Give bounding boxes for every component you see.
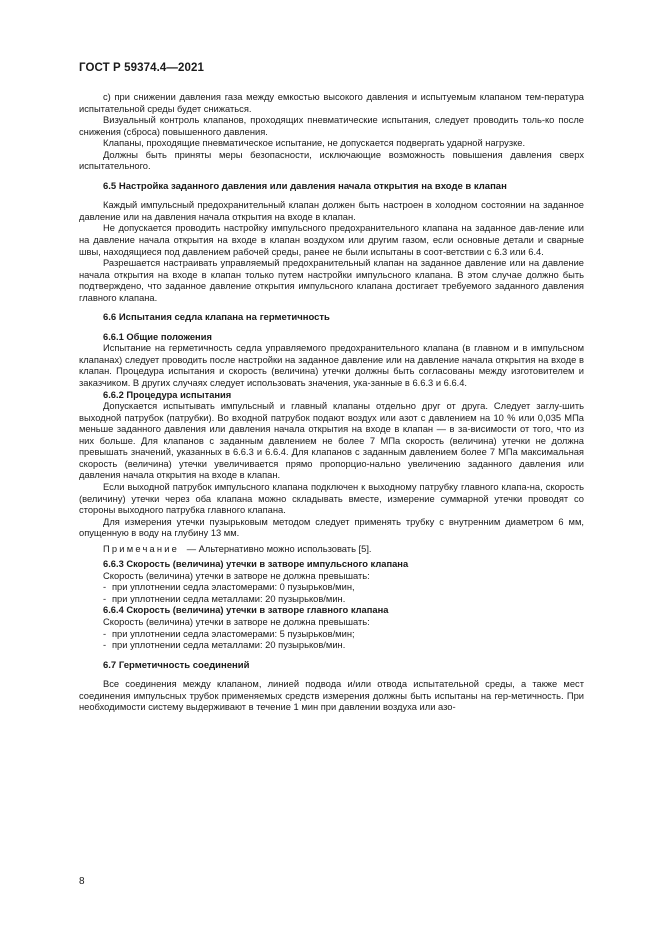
list-intro: Скорость (величина) утечки в затворе не должна превышать: [103, 616, 370, 627]
list-item: - при уплотнении седла эластомерами: 5 пузырьков/мин; [103, 628, 355, 639]
note-label: Примечание [103, 543, 180, 554]
paragraph: Испытание на герметичность седла управляемого предохранительного клапана (в главном и в импульсном клапанах) следует проводить после настройки на заданное давление или на давление начала открытия на входе в клапан. Процедура испытания и скорость (величина) утечки должны быть согласованы между изготовителем и заказчиком. В других случаях следует использовать значения, ука-занные в 6.6.3 и 6.6.4. [79, 343, 584, 389]
list-item: - при уплотнении седла металлами: 20 пузырьков/мин. [103, 593, 346, 604]
subsection-heading-6-6-4: 6.6.4 Скорость (величина) утечки в затворе главного клапана [103, 605, 389, 616]
subsection-heading-6-6-3: 6.6.3 Скорость (величина) утечки в затворе импульсного клапана [103, 559, 409, 570]
page-number: 8 [79, 876, 85, 887]
list-item: - при уплотнении седла металлами: 20 пузырьков/мин. [103, 640, 346, 651]
subsection-heading-6-6-2: 6.6.2 Процедура испытания [103, 389, 232, 400]
section-heading-6-7: 6.7 Герметичность соединений [103, 659, 250, 671]
paragraph: Все соединения между клапаном, линией подвода и/или отвода испытательной среды, а также мест соединения импульсных трубок применяемых средств измерения должны быть испытаны на гер-метичность. При необходимости систему выдерживают в течение 1 мин при давлении воздуха или азо- [79, 679, 584, 713]
list-intro: Скорость (величина) утечки в затворе не должна превышать: [103, 570, 370, 581]
paragraph: Клапаны, проходящие пневматическое испытание, не допускается подвергать ударной нагрузке. [103, 138, 526, 149]
subsection-heading-6-6-1: 6.6.1 Общие положения [103, 331, 212, 342]
paragraph: Допускается испытывать импульсный и главный клапаны отдельно друг от друга. Следует заглу-шить выходной патрубок (патрубки). Во входной патрубок подают воздух или азот с давлением на 10 % или 0,035 МПа меньше заданного давления или давления начала открытия на входе в клапан — в за-висимости от того, что из них больше. Для клапанов с заданным давлением не более 7 МПа скорость (величина) утечки не должна превышать значений, указанных в 6.6.3 и 6.6.4. Для клапанов с заданным давлением более 7 МПа максимальная скорость (величина) утечки увеличивается прямо пропорцио-нально увеличению заданного давления или давления начала открытия на входе в клапан. [79, 401, 584, 481]
note [79, 544, 584, 556]
section-heading-6-6: 6.6 Испытания седла клапана на герметичность [103, 312, 330, 324]
list-item: - при уплотнении седла эластомерами: 0 пузырьков/мин, [103, 582, 355, 593]
note-text: — Альтернативно можно использовать [5]. [184, 543, 372, 554]
paragraph: Визуальный контроль клапанов, проходящих пневматические испытания, следует проводить толь-ко после снижения (сброса) повышенного давления. [79, 115, 584, 137]
paragraph: Каждый импульсный предохранительный клапан должен быть настроен в холодном состоянии на заданное давление или на давления начала открытия на входе в клапан. [79, 200, 584, 222]
section-heading-6-5: 6.5 Настройка заданного давления или давления начала открытия на входе в клапан [103, 180, 507, 192]
paragraph: Для измерения утечки пузырьковым методом следует применять трубку с внутренним диаметром 6 мм, опущенную в воду на глубину 13 мм. [79, 516, 584, 539]
paragraph: с) при снижении давления газа между емкостью высокого давления и испытуемым клапаном тем-пература испытательной среды будет снижаться. [79, 92, 584, 114]
paragraph: Не допускается проводить настройку импульсного предохранительного клапана на заданное дав-ление или на давление начала открытия на входе в клапан воздухом или другим газом, если основные детали и сварные швы, находящиеся под давлением рабочей среды, ранее не были испытаны в соот-ветствии с 6.3 или 6.4. [79, 223, 584, 257]
document-code-header: ГОСТ Р 59374.4—2021 [79, 62, 204, 74]
paragraph: Должны быть приняты меры безопасности, исключающие возможность повышения давления сверх испытательного. [79, 149, 584, 172]
paragraph: Разрешается настраивать управляемый предохранительный клапан на заданное давление или на давление начала открытия на входе в клапан только путем настройки импульсного клапана. В этом случае должно быть подтверждено, что заданное давление открытия импульсного клапана достигает требуемого заданного давления главного клапана. [79, 258, 584, 303]
document-body [79, 92, 584, 714]
paragraph: Если выходной патрубок импульсного клапана подключен к выходному патрубку главного клапа-на, скорость (величину) утечки через оба клапана можно складывать вместе, измерение суммарной утечки проводят со стороны выходного патрубка главного клапана. [79, 481, 584, 516]
